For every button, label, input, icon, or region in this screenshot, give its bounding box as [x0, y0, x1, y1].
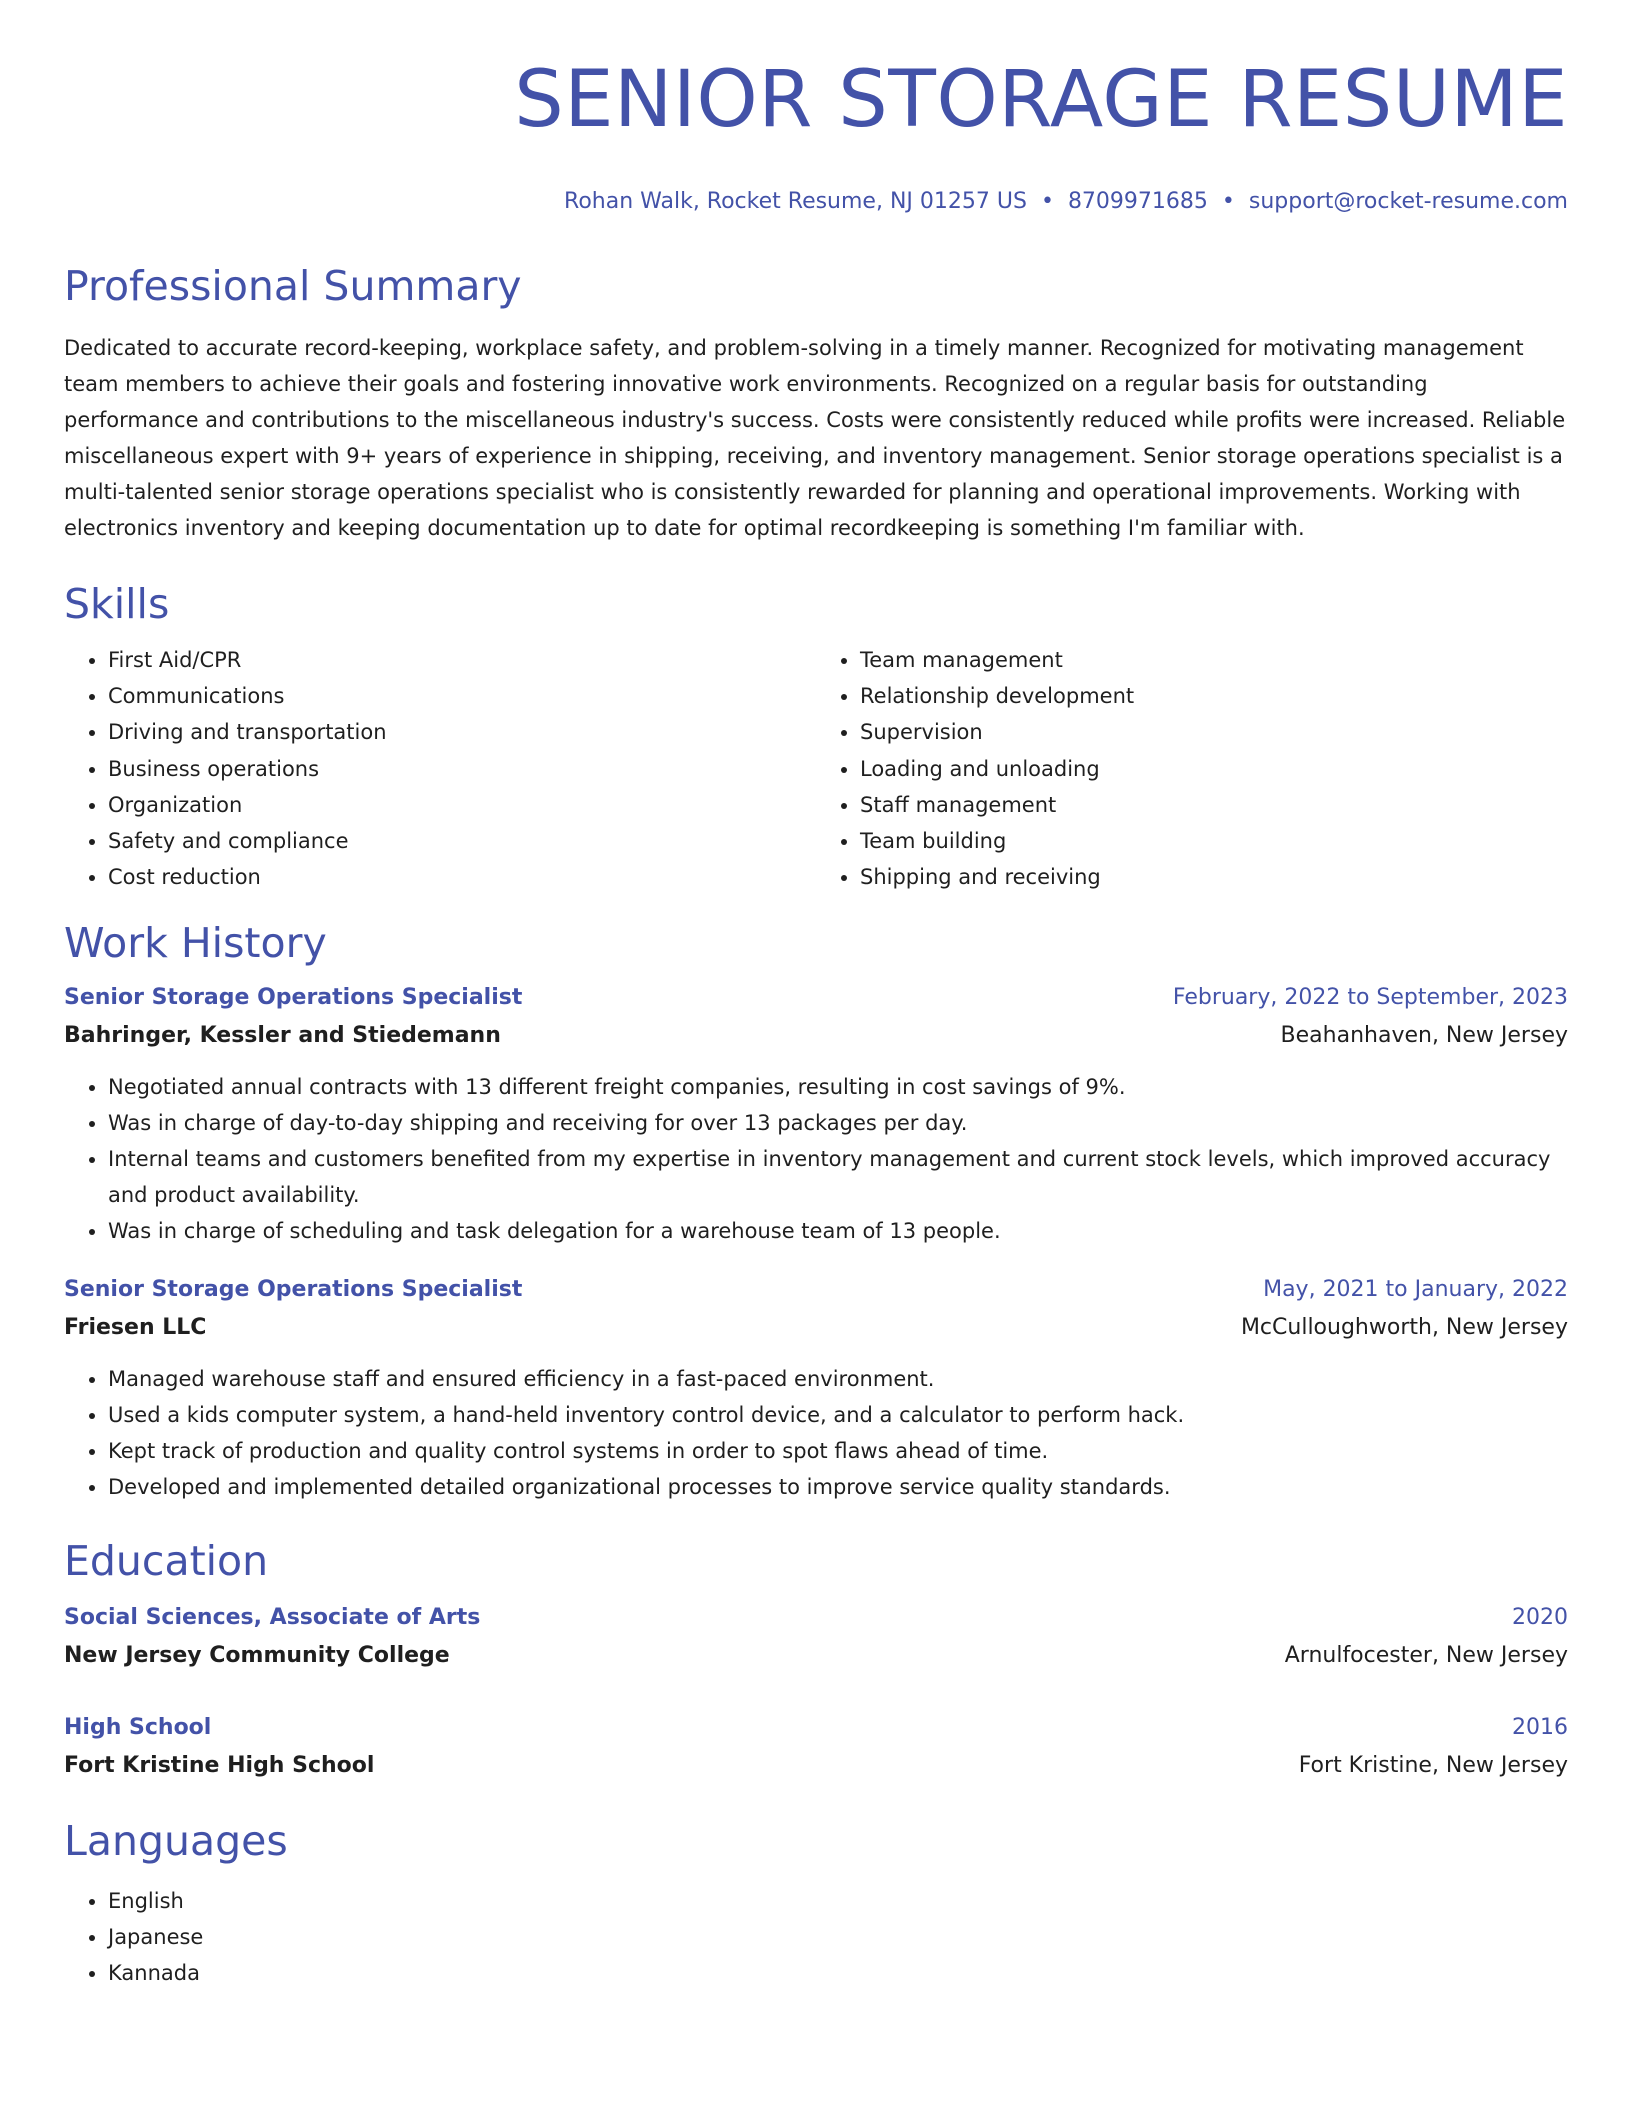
- education-year: 2020: [1512, 1605, 1568, 1631]
- job-bullet: • Kept track of production and quality control systems in order to spot flaws ahead of time.: [108, 1433, 1568, 1469]
- job-dates: May, 2021 to January, 2022: [1263, 1277, 1568, 1303]
- education-degree: High School: [64, 1715, 212, 1741]
- contact-phone[interactable]: 8709971685: [1067, 189, 1208, 214]
- job-company: Friesen LLC: [64, 1315, 207, 1341]
- job-header-row: [64, 1271, 1568, 1309]
- work-history-heading: Work History: [64, 919, 327, 968]
- job-entry: [64, 1271, 1568, 1505]
- skill-item: • Loading and unloading: [860, 751, 1568, 787]
- contact-separator: •: [1040, 189, 1054, 214]
- skill-item: • Relationship development: [860, 678, 1568, 714]
- job-company-row: [64, 1309, 1568, 1347]
- language-item: • Kannada: [108, 1955, 1568, 1991]
- skill-item: • Safety and compliance: [108, 823, 816, 859]
- skill-item: • Supervision: [860, 714, 1568, 750]
- summary-text: Dedicated to accurate record-keeping, workplace safety, and problem-solving in a timely manner. Recognized for motivating management team members to achieve their goals and fostering innovative work environments. Recognized on a regular basis for outstanding performance and contributions to the miscellaneous industry's success. Costs were consistently reduced while profits were increased. Reliable miscellaneous expert with 9+ years of experience in shipping, receiving, and inventory management. Senior storage operations specialist is a multi-talented senior storage operations specialist who is consistently rewarded for planning and operational improvements. Working with electronics inventory and keeping documentation up to date for optimal recordkeeping is something I'm familiar with.: [64, 336, 1566, 540]
- education-header-row: [64, 1599, 1568, 1637]
- skill-item: • Organization: [108, 787, 816, 823]
- contact-line: [64, 186, 1568, 218]
- skill-item: • Business operations: [108, 751, 816, 787]
- skills-grid: [64, 642, 1568, 895]
- job-header-row: [64, 979, 1568, 1017]
- summary-heading: Professional Summary: [64, 262, 522, 310]
- job-role: Senior Storage Operations Specialist: [64, 985, 523, 1011]
- skill-item: • First Aid/CPR: [108, 642, 816, 678]
- job-bullets: [64, 1361, 1568, 1505]
- skill-item: • Cost reduction: [108, 859, 816, 895]
- skill-item: • Shipping and receiving: [860, 859, 1568, 895]
- resume-title: SENIOR STORAGE RESUME: [514, 55, 1568, 145]
- job-role: Senior Storage Operations Specialist: [64, 1277, 523, 1303]
- skill-item: • Staff management: [860, 787, 1568, 823]
- education-school-row: [64, 1637, 1568, 1675]
- languages-heading: Languages: [64, 1817, 288, 1866]
- education-school: Fort Kristine High School: [64, 1753, 375, 1779]
- education-location: Fort Kristine, New Jersey: [1298, 1753, 1568, 1779]
- skill-item: • Driving and transportation: [108, 714, 816, 750]
- job-bullet: • Developed and implemented detailed organizational processes to improve service quality standards.: [108, 1469, 1568, 1505]
- job-bullet: • Managed warehouse staff and ensured efficiency in a fast-paced environment.: [108, 1361, 1568, 1397]
- job-bullet: • Used a kids computer system, a hand-held inventory control device, and a calculator to perform hack.: [108, 1397, 1568, 1433]
- skills-heading: Skills: [64, 580, 170, 628]
- job-bullets: [64, 1069, 1568, 1249]
- education-location: Arnulfocester, New Jersey: [1284, 1643, 1568, 1669]
- job-location: Beahanhaven, New Jersey: [1280, 1023, 1568, 1049]
- language-item: • English: [108, 1883, 1568, 1919]
- skill-item: • Team building: [860, 823, 1568, 859]
- education-entry: [64, 1599, 1568, 1675]
- contact-separator: •: [1221, 189, 1235, 214]
- job-bullet: • Was in charge of scheduling and task delegation for a warehouse team of 13 people.: [108, 1213, 1568, 1249]
- education-year: 2016: [1512, 1715, 1568, 1741]
- job-bullet: • Negotiated annual contracts with 13 different freight companies, resulting in cost savings of 9%.: [108, 1069, 1568, 1105]
- education-entry: [64, 1709, 1568, 1785]
- job-dates: February, 2022 to September, 2023: [1172, 985, 1568, 1011]
- education-heading: Education: [64, 1537, 269, 1586]
- skills-left-column: [64, 642, 816, 895]
- job-location: McCulloughworth, New Jersey: [1240, 1315, 1568, 1341]
- education-school-row: [64, 1747, 1568, 1785]
- job-company-row: [64, 1017, 1568, 1055]
- skill-item: • Communications: [108, 678, 816, 714]
- contact-email[interactable]: support@rocket-resume.com: [1248, 189, 1568, 214]
- education-header-row: [64, 1709, 1568, 1747]
- education-school: New Jersey Community College: [64, 1643, 450, 1669]
- job-company: Bahringer, Kessler and Stiedemann: [64, 1023, 501, 1049]
- job-bullet: • Internal teams and customers benefited from my expertise in inventory management and current stock levels, which improved accuracy and product availability.: [108, 1141, 1568, 1213]
- education-degree: Social Sciences, Associate of Arts: [64, 1605, 481, 1631]
- languages-list: [64, 1883, 1568, 1991]
- language-item: • Japanese: [108, 1919, 1568, 1955]
- job-bullet: • Was in charge of day-to-day shipping and receiving for over 13 packages per day.: [108, 1105, 1568, 1141]
- skills-right-column: [816, 642, 1568, 895]
- contact-address: Rohan Walk, Rocket Resume, NJ 01257 US: [564, 189, 1027, 214]
- job-entry: [64, 979, 1568, 1249]
- skill-item: • Team management: [860, 642, 1568, 678]
